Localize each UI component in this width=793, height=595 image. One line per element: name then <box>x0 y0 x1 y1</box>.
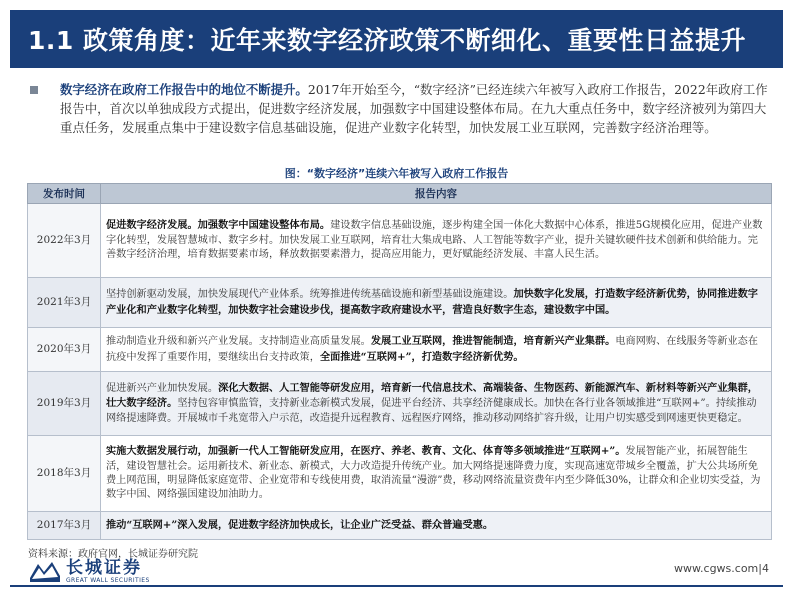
page-title-banner <box>10 10 783 68</box>
row-content: 坚持创新驱动发展，加快发展现代产业体系。统筹推进传统基础设施和新型基础设施建设。加快数字化发展，打造数字经济新优势，协同推进数字产业化和产业数字化转型，加快数字社会建设步伐，提高数字政府建设水平，营造良好数字生态，建设数字中国。 <box>101 278 772 328</box>
source-note: 资料来源：政府官网，长城证券研究院 <box>28 549 198 560</box>
table-row <box>28 204 772 278</box>
table-row <box>28 512 772 540</box>
page-title: 1.1 政策角度：近年来数字经济政策不断细化、重要性日益提升 <box>28 26 746 55</box>
row-content: 促进新兴产业加快发展。深化大数据、人工智能等研发应用，培育新一代信息技术、高端装备、生物医药、新能源汽车、新材料等新兴产业集群，壮大数字经济。坚持包容审慎监管，支持新业态新模式发展，促进平台经济、共享经济健康成长。加快在各行业各领域推进“互联网+”。持续推动网络提速降费。开展城市千兆宽带入户示范，改造提升远程教育、远程医疗网络，推动移动网络扩容升级，让用户切实感受到网速更快更稳定。 <box>101 372 772 436</box>
table-row <box>28 278 772 328</box>
row-content: 推动“互联网+”深入发展，促进数字经济加快成长，让企业广泛受益、群众普遍受惠。 <box>101 512 772 540</box>
logo-chinese-name: 长城证券 <box>66 557 142 578</box>
row-content: 实施大数据发展行动，加强新一代人工智能研发应用，在医疗、养老、教育、文化、体育等多领域推进“互联网+”。发展智能产业，拓展智能生活，建设智慧社会。运用新技术、新业态、新模式，大力改造提升传统产业。加大网络提速降费力度，实现高速宽带城乡全覆盖，扩大公共场所免费上网范围，明显降低家庭宽带、企业宽带和专线使用费，取消流量“漫游”费，移动网络流量资费年内至少降低30%，让群众和企业切实受益，为数字中国、网络强国建设加油助力。 <box>101 436 772 512</box>
great-wall-logo-icon <box>28 558 62 584</box>
row-date: 2021年3月 <box>28 278 101 328</box>
row-date: 2017年3月 <box>28 512 101 540</box>
row-date: 2019年3月 <box>28 372 101 436</box>
column-header-content: 报告内容 <box>101 184 772 204</box>
table-header-row <box>28 184 772 204</box>
page-number: 4 <box>762 562 769 575</box>
table-row <box>28 436 772 512</box>
table-row <box>28 328 772 372</box>
website-url: www.cgws.com <box>674 562 759 575</box>
report-table <box>27 183 772 540</box>
row-content: 促进数字经济发展。加强数字中国建设整体布局。建设数字信息基础设施，逐步构建全国一体化大数据中心体系，推进5G规模化应用，促进产业数字化转型，发展智慧城市、数字乡村。加快发展工业互联网，培育壮大集成电路、人工智能等数字产业，提升关键软硬件技术创新和供给能力。完善数字经济治理，培育数据要素市场，释放数据要素潜力，提高应用能力，更好赋能经济发展、丰富人民生活。 <box>101 204 772 278</box>
intro-paragraph <box>28 80 768 137</box>
company-logo <box>28 558 150 584</box>
row-date: 2022年3月 <box>28 204 101 278</box>
column-header-date: 发布时间 <box>28 184 101 204</box>
row-date: 2020年3月 <box>28 328 101 372</box>
row-content: 推动制造业升级和新兴产业发展。支持制造业高质量发展。发展工业互联网，推进智能制造，培育新兴产业集群。电商网购、在线服务等新业态在抗疫中发挥了重要作用，要继续出台支持政策，全面推进“互联网+”，打造数字经济新优势。 <box>101 328 772 372</box>
footer-divider <box>10 585 783 587</box>
intro-body: 2017年开始至今，“数字经济”已经连续六年被写入政府工作报告，2022年政府工作报告中，首次以单独成段方式提出，促进数字经济发展，加强数字中国建设整体布局。在九大重点任务中，数字经济被列为第四大重点任务，发展重点集中于建设数字信息基础设施，促进产业数字化转型，加快发展工业互联网，完善数字经济治理等。 <box>60 82 768 135</box>
footer-website: www.cgws.com|4 <box>674 562 769 575</box>
figure-title: 图：“数字经济”连续六年被写入政府工作报告 <box>284 167 509 180</box>
logo-english-name: GREAT WALL SECURITIES <box>66 576 150 584</box>
row-date: 2018年3月 <box>28 436 101 512</box>
table-row <box>28 372 772 436</box>
intro-lead: 数字经济在政府工作报告中的地位不断提升。 <box>60 82 308 97</box>
